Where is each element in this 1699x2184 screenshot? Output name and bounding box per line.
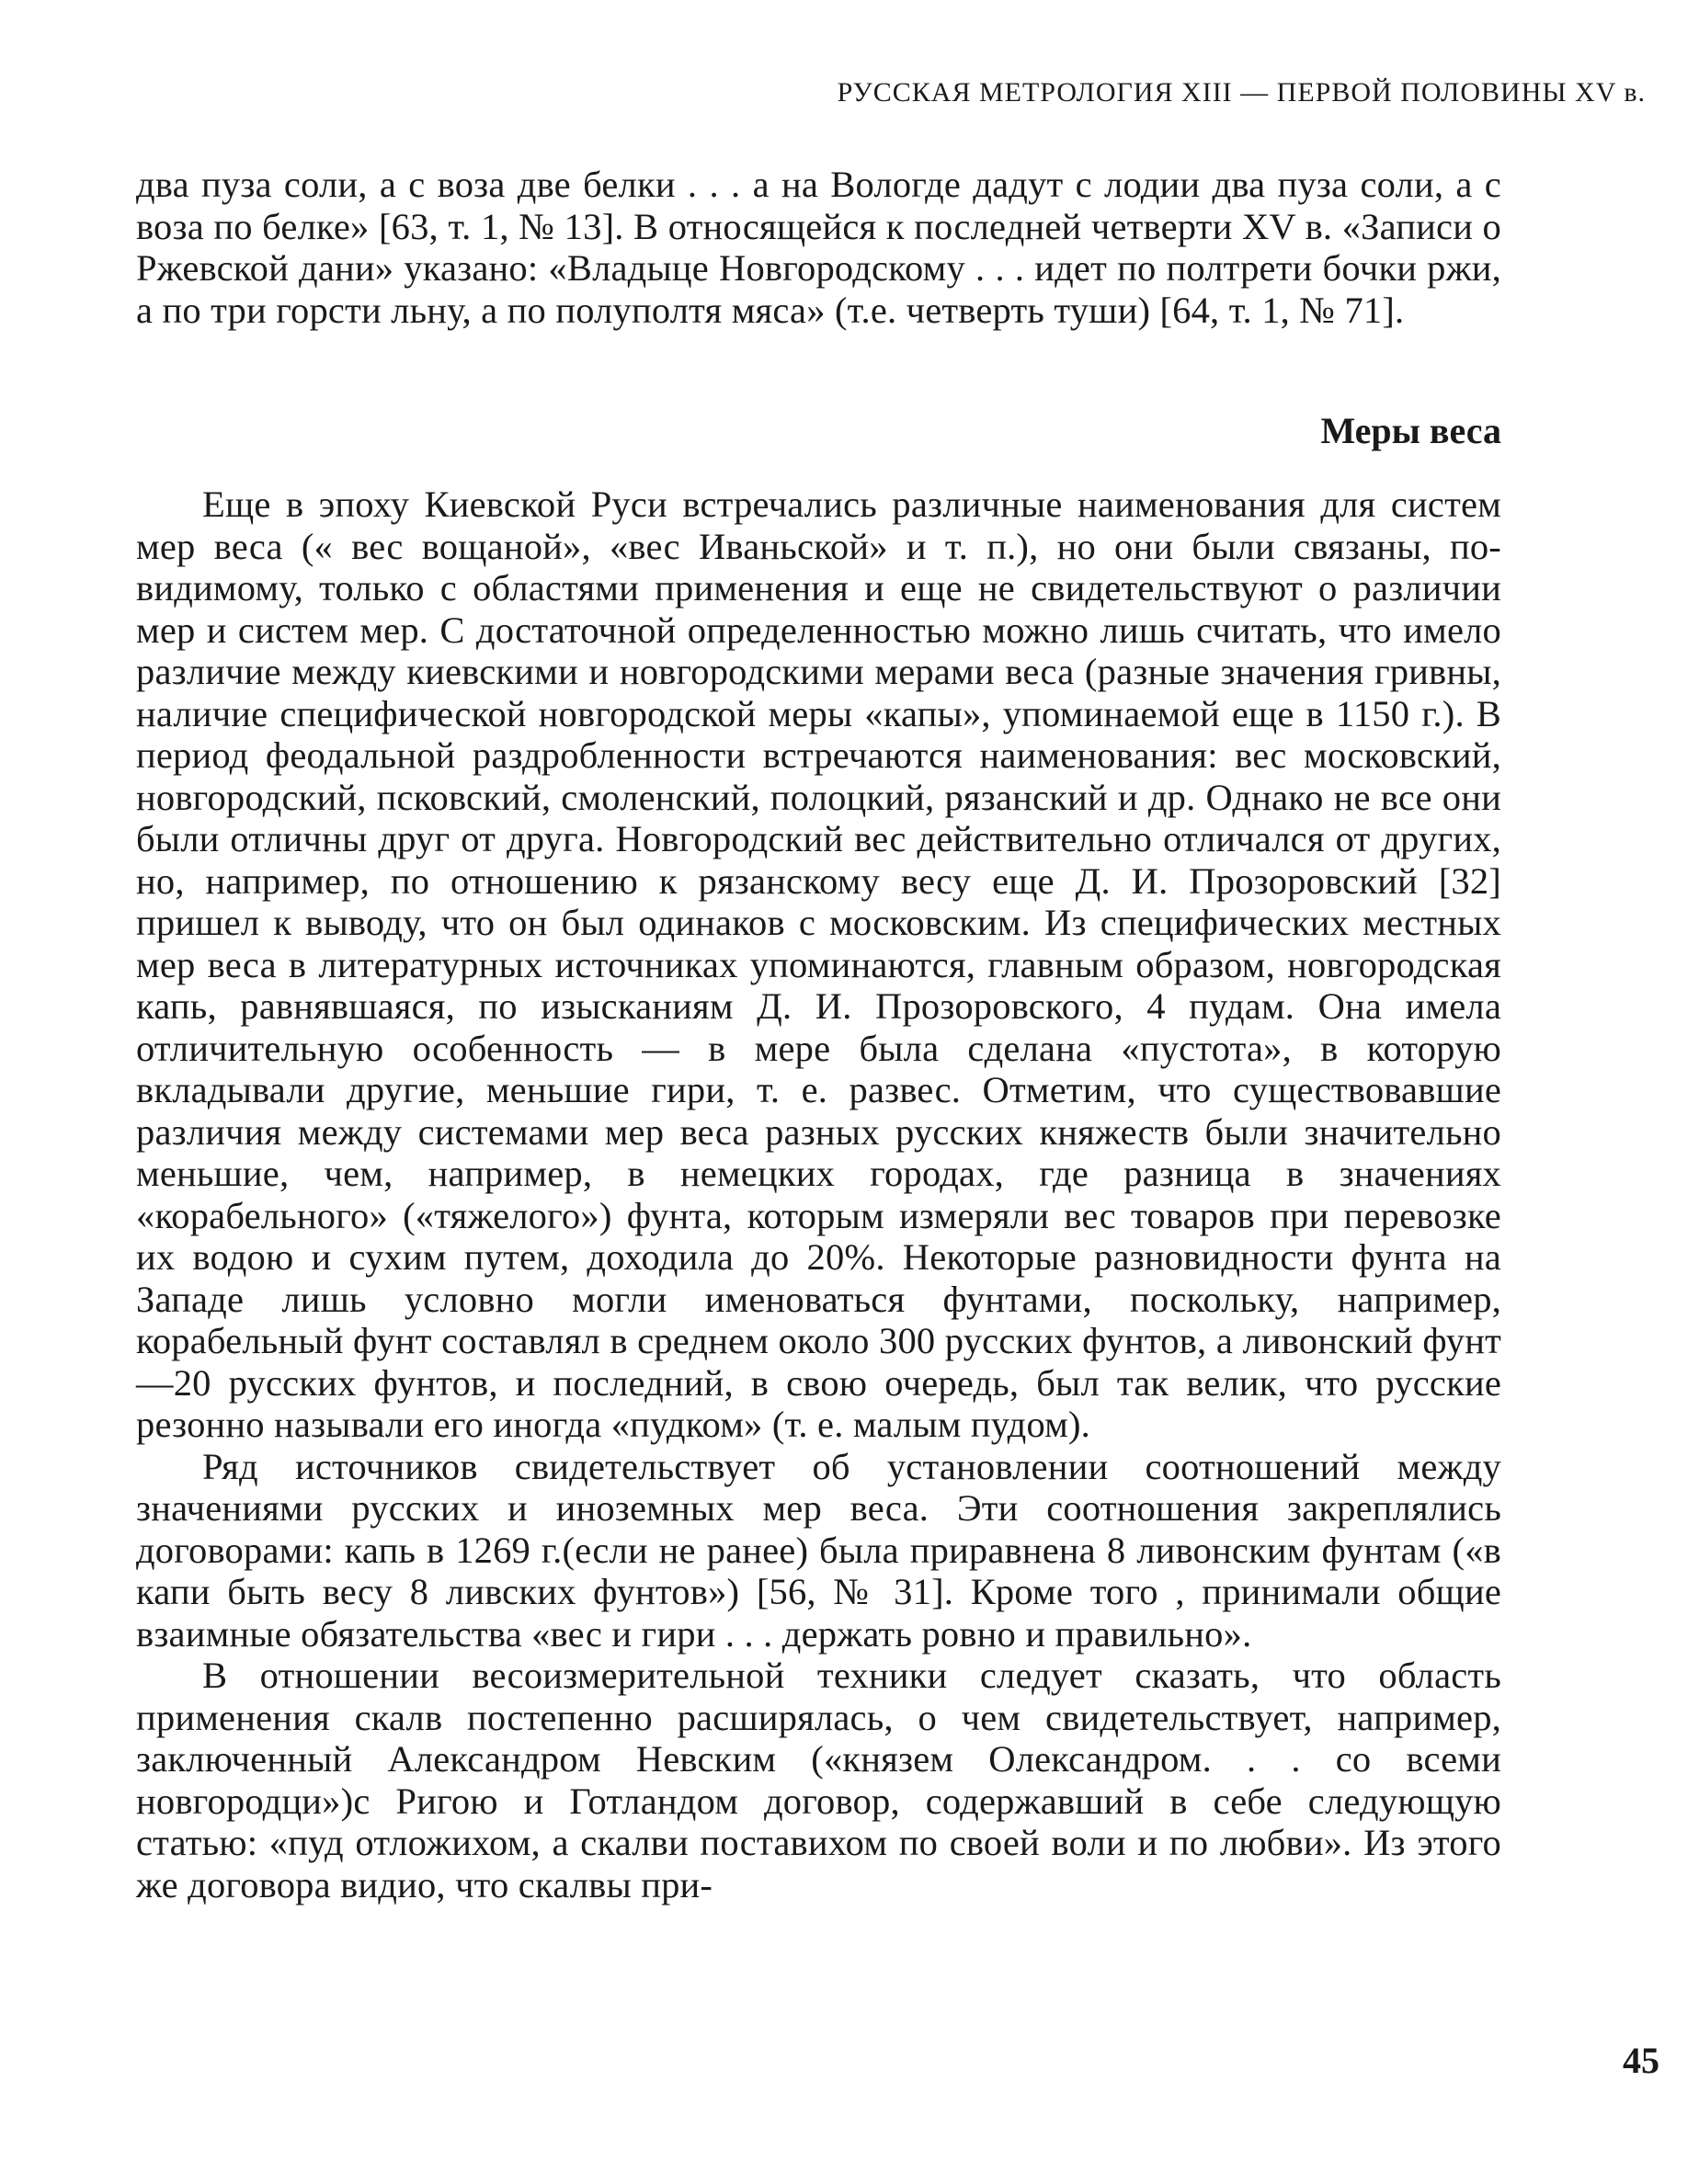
intro-paragraph: два пуза соли, а с воза две белки . . . а на Вологде дадут с лодии два пуза соли, а с воза по белке» [63, т. 1, № 13]. В относящейся к последней четверти XV в. «Записи о Ржевской дани» указано: «Владыце Новгородскому . . . идет по полтрети бочки ржи, а по три горсти льну, а по полуполтя мяса» (т.е. четверть туши) [64, т. 1, № 71]. bbox=[136, 164, 1501, 331]
section-heading: Меры веса bbox=[1320, 410, 1501, 451]
main-text-block bbox=[136, 483, 1501, 1905]
running-head: РУССКАЯ МЕТРОЛОГИЯ XIII — ПЕРВОЙ ПОЛОВИНЫ XV в. bbox=[837, 77, 1646, 108]
intro-text-block bbox=[136, 164, 1501, 331]
paragraph-2: Ряд источников свидетельствует об установлении соотношений между значениями русских и иноземных мер веса. Эти соотношения закреплялись договорами: капь в 1269 г.(если не ранее) была приравнена 8 ливонским фунтам («в капи быть весу 8 ливских фунтов») [56, № 31]. Кроме того , принимали общие взаимные обязательства «вес и гири . . . держать ровно и правильно». bbox=[136, 1445, 1501, 1655]
paragraph-1: Еще в эпоху Киевской Руси встречались различные наименования для систем мер веса (« вес вощаной», «вес Иваньской» и т. п.), но они были связаны, по-видимому, только с областями применения и еще не свидетельствуют о различии мер и систем мер. С достаточной определенностью можно лишь считать, что имело различие между киевскими и новгородскими мерами веса (разные значения гривны, наличие специфической новгородской меры «капы», упоминаемой еще в 1150 г.). В период феодальной раздробленности встречаются наименования: вес московский, новгородский, псковский, смоленский, полоцкий, рязанский и др. Однако не все они были отличны друг от друга. Новгородский вес действительно отличался от других, но, например, по отношению к рязанскому весу еще Д. И. Прозоровский [32] пришел к выводу, что он был одинаков с московским. Из специфических местных мер веса в литературных источниках упоминаются, главным образом, новгородская капь, равнявшаяся, по изысканиям Д. И. Прозоровского, 4 пудам. Она имела отличительную особенность — в мере была сделана «пустота», в которую вкладывали другие, меньшие гири, т. е. развес. Отметим, что существовавшие различия между системами мер веса разных русских княжеств были значительно меньшие, чем, например, в немецких городах, где разница в значениях «корабельного» («тяжелого») фунта, которым измеряли вес товаров при перевозке их водою и сухим путем, доходила до 20%. Некоторые разновидности фунта на Западе лишь условно могли именоваться фунтами, поскольку, например, корабельный фунт составлял в среднем около 300 русских фунтов, а ливонский фунт—20 русских фунтов, и последний, в свою очередь, был так велик, что русские резонно называли его иногда «пудком» (т. е. малым пудом). bbox=[136, 483, 1501, 1445]
page-number: 45 bbox=[1623, 2040, 1659, 2081]
paragraph-3: В отношении весоизмерительной техники следует сказать, что область применения скалв постепенно расширялась, о чем свидетельствует, например, заключенный Александром Невским («князем Олександром. . . со всеми новгородци»)с Ригою и Готландом договор, содержавший в себе следующую статью: «пуд отложихом, а скалви поставихом по своей воли и по любви». Из этого же договора видио, что скалвы при- bbox=[136, 1655, 1501, 1905]
